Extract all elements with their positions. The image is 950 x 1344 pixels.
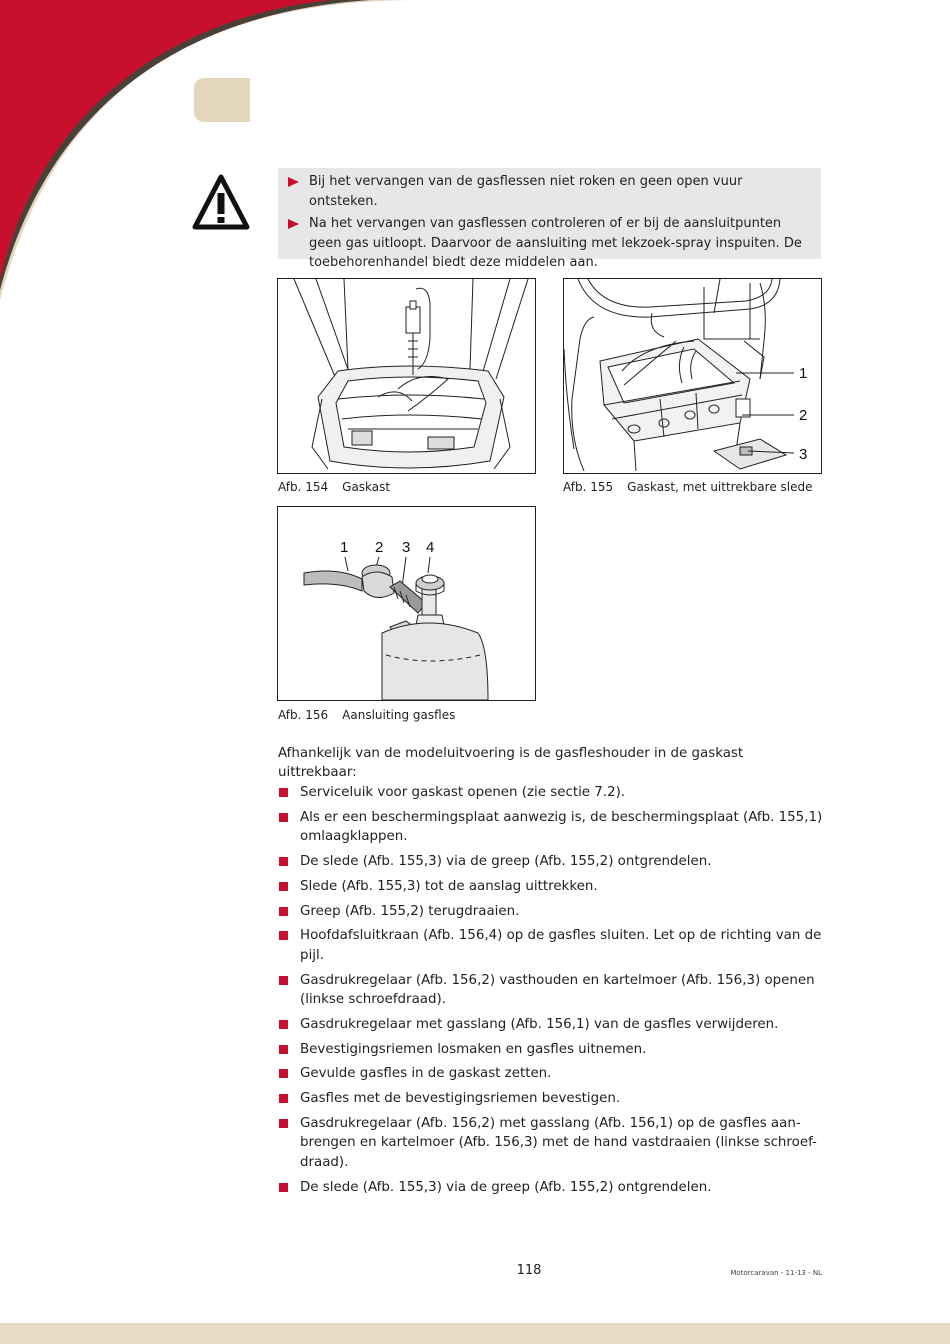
step-text: Gevulde gasfles in de gaskast zetten. [300,1066,552,1082]
step-item [278,1040,823,1059]
figure-number: Afb. 156 [278,708,329,722]
warning-item [288,172,813,211]
step-text: Gasdrukregelaar (Afb. 156,2) met gasslang (Afb. 156,1) op de gasfles aan-brengen en kartelmoer (Afb. 156,3) met de hand vastdraaien (linkse schroef-draad). [300,1115,817,1170]
svg-text:1: 1 [799,365,808,382]
svg-text:1: 1 [340,539,349,556]
step-item [278,1089,823,1108]
figure-number: Afb. 155 [563,480,614,494]
svg-text:3: 3 [799,446,808,463]
step-item [278,808,823,847]
figure-154-caption [278,480,390,495]
step-text: Gasdrukregelaar met gasslang (Afb. 156,1) van de gasfles verwijderen. [300,1016,779,1032]
step-item [278,1178,823,1197]
step-text: Hoofdafsluitkraan (Afb. 156,4) op de gasfles sluiten. Let op de richting van de pijl. [300,928,822,963]
figure-155-caption [563,480,813,495]
bullet-square-icon [279,1094,288,1103]
intro-paragraph: Afhankelijk van de modeluitvoering is de gasfleshouder in de gaskast uittrekbaar: [278,746,744,780]
bottom-band-decoration [0,1323,950,1344]
bullet-square-icon [279,931,288,940]
bullet-square-icon [279,976,288,985]
bullet-square-icon [279,1183,288,1192]
bullet-square-icon [279,1069,288,1078]
figure-number: Afb. 154 [278,480,329,494]
bullet-square-icon [279,813,288,822]
figure-155-gas-locker-slide [563,278,822,474]
step-item [278,1015,823,1034]
step-item [278,783,823,802]
bullet-square-icon [279,907,288,916]
step-text: Greep (Afb. 155,2) terugdraaien. [300,903,520,919]
step-text: Bevestigingsriemen losmaken en gasfles uitnemen. [300,1041,647,1057]
step-text: De slede (Afb. 155,3) via de greep (Afb. 155,2) ontgrendelen. [300,1179,712,1195]
figure-154-gas-locker [277,278,536,474]
step-text: Als er een beschermingsplaat aanwezig is, de beschermingsplaat (Afb. 155,1) omlaagklappen. [300,809,823,845]
step-item [278,1064,823,1083]
bullet-square-icon [279,1020,288,1029]
page-number: 118 [516,1263,542,1278]
step-text: Serviceluik voor gaskast openen (zie sectie 7.2). [300,785,626,800]
bullet-square-icon [279,857,288,866]
step-text: De slede (Afb. 155,3) via de greep (Afb. 155,2) ontgrendelen. [300,854,712,869]
warning-box [278,168,821,270]
step-text: Slede (Afb. 155,3) tot de aanslag uittrekken. [300,878,598,894]
svg-text:4: 4 [426,539,435,556]
step-item [278,926,823,965]
svg-text:2: 2 [799,407,808,424]
warning-triangle-icon [192,173,250,231]
step-item [278,877,823,896]
chapter-tab [194,78,250,122]
figure-title: Aansluiting gasfles [342,708,456,722]
step-text: Gasfles met de bevestigingsriemen bevestigen. [300,1091,621,1107]
bullet-arrow-icon [288,177,299,187]
step-item [278,1114,823,1172]
bullet-square-icon [279,1045,288,1054]
step-text: Gasdrukregelaar (Afb. 156,2) vasthouden en kartelmoer (Afb. 156,3) openen (linkse schroefdraad). [300,972,815,1007]
bullet-square-icon [279,788,288,797]
figure-156-caption [278,708,455,723]
figure-title: Gaskast [342,480,391,494]
step-item [278,902,823,921]
warning-text: Bij het vervangen van de gasflessen niet roken en geen open vuur ontsteken. [309,174,743,209]
svg-text:2: 2 [375,539,384,556]
bullet-square-icon [279,1119,288,1128]
bullet-square-icon [279,882,288,891]
svg-text:3: 3 [402,539,411,556]
figure-156-gas-bottle-connection [277,506,536,701]
figure-title: Gaskast, met uittrekbare slede [627,480,813,494]
bullet-arrow-icon [288,219,299,229]
step-item [278,971,823,1010]
instruction-steps [278,783,823,1202]
step-item [278,852,823,871]
document-id: Motorcaravan - 11-13 - NL [730,1269,822,1277]
warning-text: Na het vervangen van gasflessen controleren of er bij de aansluitpunten geen gas uitloopt. Daarvoor de aansluiting met lekzoek-spray inspuiten. De toebehorenhandel biedt deze middelen aan. [309,216,802,270]
warning-item [288,214,813,273]
